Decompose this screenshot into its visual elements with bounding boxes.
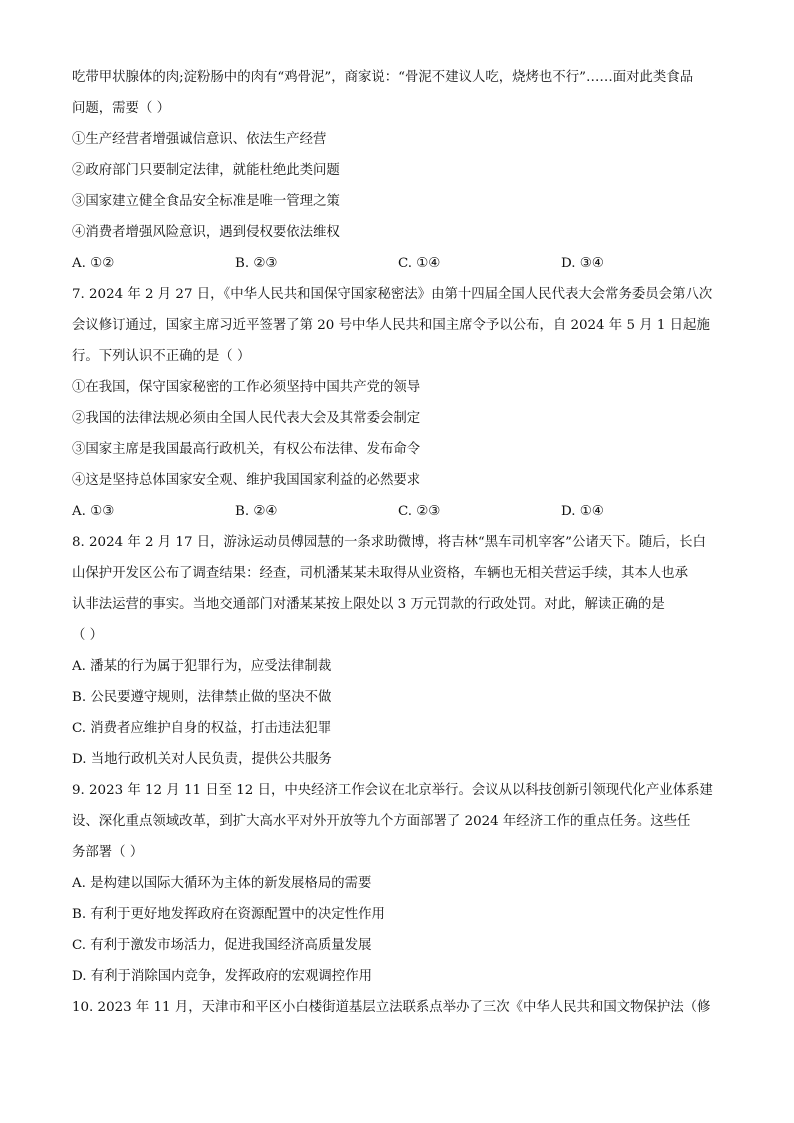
- q6-option-a: A. ①②: [72, 256, 115, 271]
- q6-statement-2: ②政府部门只要制定法律，就能杜绝此类问题: [72, 163, 340, 178]
- q7-option-b: B. ②④: [235, 504, 278, 519]
- q8-stem-line-1: 8. 2024 年 2 月 17 日，游泳运动员傅园慧的一条求助微博，将吉林“黑车司机宰客”公诸天下。随后，长白: [72, 535, 706, 550]
- q6-option-b: B. ②③: [235, 256, 278, 271]
- q8-stem-line-2: 山保护开发区公布了调查结果：经查，司机潘某某未取得从业资格，车辆也无相关营运手续，其本人也承: [72, 566, 688, 581]
- q8-stem-line-3: 认非法运营的事实。当地交通部门对潘某某按上限处以 3 万元罚款的行政处罚。对此，解读正确的是: [72, 597, 665, 612]
- q8-choice-c: C. 消费者应维护自身的权益，打击违法犯罪: [72, 721, 332, 736]
- question-7: [72, 279, 724, 527]
- q6-option-c: C. ①④: [398, 256, 441, 271]
- q9-choice-a: A. 是构建以国际大循环为主体的新发展格局的需要: [72, 876, 372, 891]
- question-9: [72, 775, 724, 992]
- q7-statement-4: ④这是坚持总体国家安全观、维护我国国家利益的必然要求: [72, 473, 421, 488]
- q9-stem-line-2: 设、深化重点领域改革，到扩大高水平对外开放等九个方面部署了 2024 年经济工作的重点任务。这些任: [72, 814, 691, 829]
- q9-choice-c: C. 有利于激发市场活力，促进我国经济高质量发展: [72, 938, 372, 953]
- q6-stem-line-2: 问题，需要（ ）: [72, 101, 170, 116]
- q6-stem-line-1: 吃带甲状腺体的肉;淀粉肠中的肉有“鸡骨泥”，商家说：“骨泥不建议人吃，烧烤也不行”……面对此类食品: [72, 70, 694, 85]
- q9-stem-line-3: 务部署（ ）: [72, 845, 144, 860]
- q6-statement-3: ③国家建立健全食品安全标准是唯一管理之策: [72, 194, 340, 209]
- q6-statement-1: ①生产经营者增强诚信意识、依法生产经营: [72, 132, 327, 147]
- question-8: [72, 527, 724, 775]
- q8-stem-line-4: （ ）: [72, 628, 104, 643]
- q7-statement-2: ②我国的法律法规必须由全国人民代表大会及其常委会制定: [72, 411, 421, 426]
- q7-options: [72, 496, 724, 527]
- q8-choice-d: D. 当地行政机关对人民负责，提供公共服务: [72, 752, 332, 767]
- q7-stem-line-3: 行。下列认识不正确的是（ ）: [72, 349, 251, 364]
- question-6: [72, 62, 724, 279]
- q6-option-d: D. ③④: [561, 256, 604, 271]
- q8-choice-a: A. 潘某的行为属于犯罪行为，应受法律制裁: [72, 659, 332, 674]
- q9-stem-line-1: 9. 2023 年 12 月 11 日至 12 日，中央经济工作会议在北京举行。会议从以科技创新引领现代化产业体系建: [72, 783, 713, 798]
- q7-statement-3: ③国家主席是我国最高行政机关，有权公布法律、发布命令: [72, 442, 421, 457]
- q7-option-c: C. ②③: [398, 504, 441, 519]
- q9-choice-b: B. 有利于更好地发挥政府在资源配置中的决定性作用: [72, 907, 385, 922]
- q7-statement-1: ①在我国，保守国家秘密的工作必须坚持中国共产党的领导: [72, 380, 421, 395]
- q7-option-d: D. ①④: [561, 504, 604, 519]
- exam-page: [72, 62, 724, 1023]
- q7-stem-line-2: 会议修订通过，国家主席习近平签署了第 20 号中华人民共和国主席令予以公布，自 2024 年 5 月 1 日起施: [72, 318, 710, 333]
- q7-stem-line-1: 7. 2024 年 2 月 27 日，《中华人民共和国保守国家秘密法》由第十四届全国人民代表大会常务委员会第八次: [72, 287, 713, 302]
- q6-statement-4: ④消费者增强风险意识，遇到侵权要依法维权: [72, 225, 340, 240]
- q10-stem-line-1: 10. 2023 年 11 月，天津市和平区小白楼街道基层立法联系点举办了三次《中华人民共和国文物保护法（修: [72, 1000, 711, 1015]
- question-10: [72, 992, 724, 1023]
- q6-options: [72, 248, 724, 279]
- q7-option-a: A. ①③: [72, 504, 115, 519]
- q8-choice-b: B. 公民要遵守规则，法律禁止做的坚决不做: [72, 690, 332, 705]
- q9-choice-d: D. 有利于消除国内竞争，发挥政府的宏观调控作用: [72, 969, 372, 984]
